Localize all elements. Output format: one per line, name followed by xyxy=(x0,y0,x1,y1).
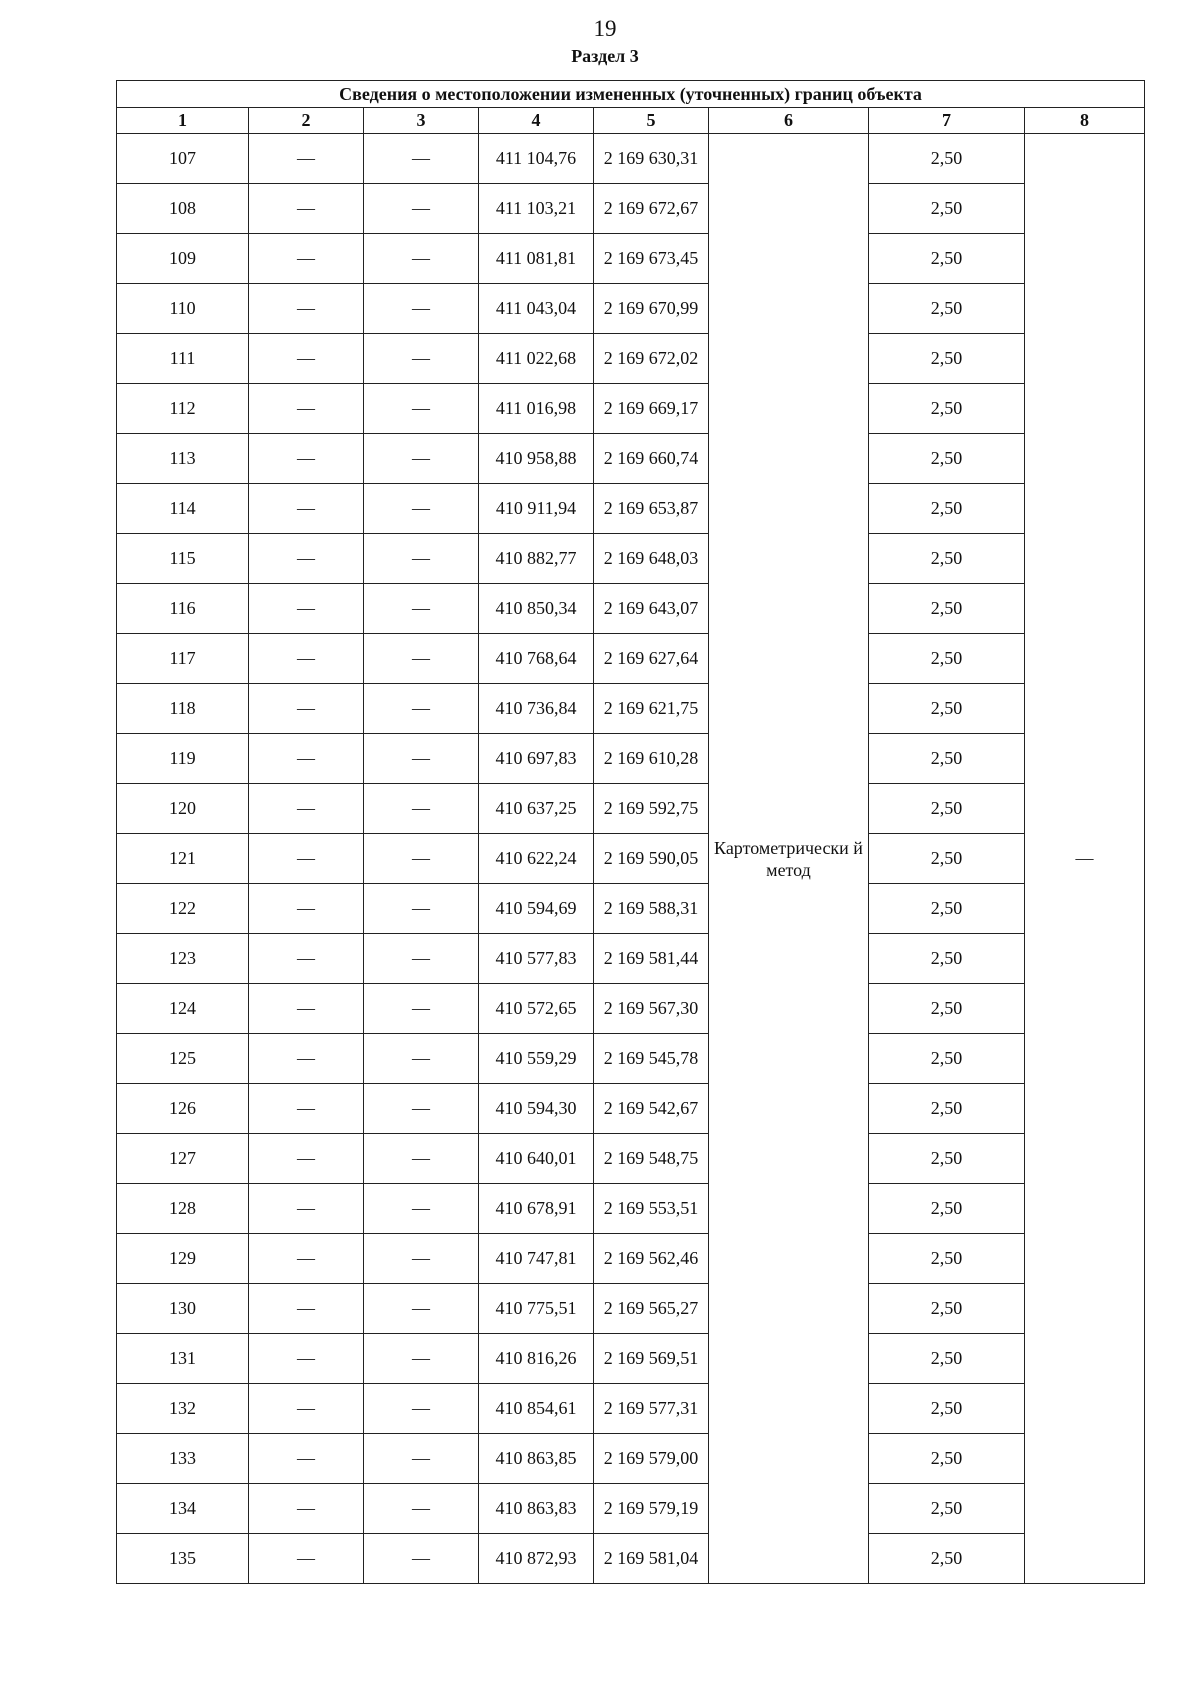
table-row xyxy=(117,284,1145,334)
x-coordinate-cell: 410 854,61 xyxy=(479,1384,594,1434)
point-number-cell: 113 xyxy=(117,434,249,484)
x-coordinate-cell: 410 594,69 xyxy=(479,884,594,934)
column-header-6: 6 xyxy=(709,108,869,134)
y-coordinate-cell: 2 169 610,28 xyxy=(594,734,709,784)
y-coordinate-cell: 2 169 627,64 xyxy=(594,634,709,684)
table-row xyxy=(117,634,1145,684)
col2-cell: — xyxy=(249,1034,364,1084)
col3-cell: — xyxy=(364,134,479,184)
table-row xyxy=(117,984,1145,1034)
col2-cell: — xyxy=(249,134,364,184)
accuracy-cell: 2,50 xyxy=(869,484,1025,534)
accuracy-cell: 2,50 xyxy=(869,184,1025,234)
table-row xyxy=(117,1534,1145,1584)
accuracy-cell: 2,50 xyxy=(869,934,1025,984)
y-coordinate-cell: 2 169 673,45 xyxy=(594,234,709,284)
x-coordinate-cell: 410 697,83 xyxy=(479,734,594,784)
col3-cell: — xyxy=(364,384,479,434)
y-coordinate-cell: 2 169 545,78 xyxy=(594,1034,709,1084)
col2-cell: — xyxy=(249,934,364,984)
accuracy-cell: 2,50 xyxy=(869,1384,1025,1434)
boundary-table xyxy=(116,80,1145,1584)
y-coordinate-cell: 2 169 553,51 xyxy=(594,1184,709,1234)
column-header-8: 8 xyxy=(1025,108,1145,134)
column-header-4: 4 xyxy=(479,108,594,134)
y-coordinate-cell: 2 169 643,07 xyxy=(594,584,709,634)
table-row xyxy=(117,884,1145,934)
y-coordinate-cell: 2 169 648,03 xyxy=(594,534,709,584)
col3-cell: — xyxy=(364,534,479,584)
y-coordinate-cell: 2 169 567,30 xyxy=(594,984,709,1034)
point-number-cell: 111 xyxy=(117,334,249,384)
x-coordinate-cell: 410 775,51 xyxy=(479,1284,594,1334)
point-number-cell: 131 xyxy=(117,1334,249,1384)
col3-cell: — xyxy=(364,1084,479,1134)
col3-cell: — xyxy=(364,1134,479,1184)
point-number-cell: 116 xyxy=(117,584,249,634)
method-cell: Картометрически й метод xyxy=(709,134,869,1584)
accuracy-cell: 2,50 xyxy=(869,134,1025,184)
point-number-cell: 128 xyxy=(117,1184,249,1234)
y-coordinate-cell: 2 169 660,74 xyxy=(594,434,709,484)
accuracy-cell: 2,50 xyxy=(869,734,1025,784)
table-row xyxy=(117,1084,1145,1134)
col3-cell: — xyxy=(364,434,479,484)
x-coordinate-cell: 410 863,85 xyxy=(479,1434,594,1484)
x-coordinate-cell: 410 768,64 xyxy=(479,634,594,684)
column-header-3: 3 xyxy=(364,108,479,134)
x-coordinate-cell: 411 043,04 xyxy=(479,284,594,334)
point-number-cell: 129 xyxy=(117,1234,249,1284)
col2-cell: — xyxy=(249,1084,364,1134)
y-coordinate-cell: 2 169 669,17 xyxy=(594,384,709,434)
y-coordinate-cell: 2 169 621,75 xyxy=(594,684,709,734)
table-row xyxy=(117,1234,1145,1284)
point-number-cell: 107 xyxy=(117,134,249,184)
col3-cell: — xyxy=(364,1434,479,1484)
col2-cell: — xyxy=(249,1384,364,1434)
accuracy-cell: 2,50 xyxy=(869,1284,1025,1334)
y-coordinate-cell: 2 169 569,51 xyxy=(594,1334,709,1384)
x-coordinate-cell: 410 882,77 xyxy=(479,534,594,584)
x-coordinate-cell: 410 911,94 xyxy=(479,484,594,534)
y-coordinate-cell: 2 169 579,19 xyxy=(594,1484,709,1534)
table-row xyxy=(117,784,1145,834)
y-coordinate-cell: 2 169 588,31 xyxy=(594,884,709,934)
x-coordinate-cell: 410 872,93 xyxy=(479,1534,594,1584)
col2-cell: — xyxy=(249,434,364,484)
col3-cell: — xyxy=(364,1284,479,1334)
col2-cell: — xyxy=(249,284,364,334)
table-row xyxy=(117,1434,1145,1484)
col3-cell: — xyxy=(364,684,479,734)
x-coordinate-cell: 410 594,30 xyxy=(479,1084,594,1134)
point-number-cell: 112 xyxy=(117,384,249,434)
y-coordinate-cell: 2 169 653,87 xyxy=(594,484,709,534)
col2-cell: — xyxy=(249,1484,364,1534)
table-row xyxy=(117,1384,1145,1434)
x-coordinate-cell: 411 104,76 xyxy=(479,134,594,184)
x-coordinate-cell: 410 736,84 xyxy=(479,684,594,734)
point-number-cell: 123 xyxy=(117,934,249,984)
x-coordinate-cell: 410 958,88 xyxy=(479,434,594,484)
accuracy-cell: 2,50 xyxy=(869,834,1025,884)
table-row xyxy=(117,234,1145,284)
x-coordinate-cell: 411 016,98 xyxy=(479,384,594,434)
table-row xyxy=(117,484,1145,534)
accuracy-cell: 2,50 xyxy=(869,634,1025,684)
column-header-5: 5 xyxy=(594,108,709,134)
point-number-cell: 115 xyxy=(117,534,249,584)
x-coordinate-cell: 410 572,65 xyxy=(479,984,594,1034)
point-number-cell: 109 xyxy=(117,234,249,284)
accuracy-cell: 2,50 xyxy=(869,1034,1025,1084)
table-row xyxy=(117,384,1145,434)
point-number-cell: 133 xyxy=(117,1434,249,1484)
y-coordinate-cell: 2 169 542,67 xyxy=(594,1084,709,1134)
col3-cell: — xyxy=(364,1334,479,1384)
col2-cell: — xyxy=(249,1534,364,1584)
table-row xyxy=(117,1284,1145,1334)
accuracy-cell: 2,50 xyxy=(869,384,1025,434)
col3-cell: — xyxy=(364,1184,479,1234)
table-row xyxy=(117,1334,1145,1384)
x-coordinate-cell: 410 559,29 xyxy=(479,1034,594,1084)
table-row xyxy=(117,1184,1145,1234)
point-number-cell: 125 xyxy=(117,1034,249,1084)
col2-cell: — xyxy=(249,784,364,834)
y-coordinate-cell: 2 169 581,04 xyxy=(594,1534,709,1584)
table-row xyxy=(117,434,1145,484)
accuracy-cell: 2,50 xyxy=(869,784,1025,834)
point-number-cell: 127 xyxy=(117,1134,249,1184)
x-coordinate-cell: 410 863,83 xyxy=(479,1484,594,1534)
y-coordinate-cell: 2 169 670,99 xyxy=(594,284,709,334)
table-row xyxy=(117,834,1145,884)
point-number-cell: 117 xyxy=(117,634,249,684)
table-row xyxy=(117,934,1145,984)
x-coordinate-cell: 410 678,91 xyxy=(479,1184,594,1234)
col2-cell: — xyxy=(249,884,364,934)
accuracy-cell: 2,50 xyxy=(869,1134,1025,1184)
point-number-cell: 132 xyxy=(117,1384,249,1434)
col3-cell: — xyxy=(364,184,479,234)
table-row xyxy=(117,134,1145,184)
y-coordinate-cell: 2 169 630,31 xyxy=(594,134,709,184)
accuracy-cell: 2,50 xyxy=(869,434,1025,484)
point-number-cell: 121 xyxy=(117,834,249,884)
table-row xyxy=(117,1484,1145,1534)
point-number-cell: 122 xyxy=(117,884,249,934)
col3-cell: — xyxy=(364,1234,479,1284)
accuracy-cell: 2,50 xyxy=(869,884,1025,934)
page-number: 19 xyxy=(593,16,617,41)
accuracy-cell: 2,50 xyxy=(869,334,1025,384)
point-number-cell: 114 xyxy=(117,484,249,534)
col3-cell: — xyxy=(364,334,479,384)
x-coordinate-cell: 410 637,25 xyxy=(479,784,594,834)
y-coordinate-cell: 2 169 548,75 xyxy=(594,1134,709,1184)
col2-cell: — xyxy=(249,184,364,234)
point-number-cell: 119 xyxy=(117,734,249,784)
col2-cell: — xyxy=(249,1334,364,1384)
accuracy-cell: 2,50 xyxy=(869,684,1025,734)
accuracy-cell: 2,50 xyxy=(869,984,1025,1034)
x-coordinate-cell: 410 747,81 xyxy=(479,1234,594,1284)
y-coordinate-cell: 2 169 672,02 xyxy=(594,334,709,384)
col2-cell: — xyxy=(249,534,364,584)
col3-cell: — xyxy=(364,784,479,834)
col2-cell: — xyxy=(249,984,364,1034)
table-row xyxy=(117,684,1145,734)
x-coordinate-cell: 410 850,34 xyxy=(479,584,594,634)
col3-cell: — xyxy=(364,284,479,334)
x-coordinate-cell: 411 022,68 xyxy=(479,334,594,384)
y-coordinate-cell: 2 169 579,00 xyxy=(594,1434,709,1484)
col2-cell: — xyxy=(249,734,364,784)
col3-cell: — xyxy=(364,584,479,634)
table-row xyxy=(117,184,1145,234)
table-row xyxy=(117,1134,1145,1184)
col2-cell: — xyxy=(249,634,364,684)
y-coordinate-cell: 2 169 562,46 xyxy=(594,1234,709,1284)
col8-cell: — xyxy=(1025,134,1145,1584)
accuracy-cell: 2,50 xyxy=(869,1334,1025,1384)
table-row xyxy=(117,1034,1145,1084)
table-row xyxy=(117,734,1145,784)
y-coordinate-cell: 2 169 565,27 xyxy=(594,1284,709,1334)
y-coordinate-cell: 2 169 577,31 xyxy=(594,1384,709,1434)
x-coordinate-cell: 410 640,01 xyxy=(479,1134,594,1184)
accuracy-cell: 2,50 xyxy=(869,1234,1025,1284)
point-number-cell: 135 xyxy=(117,1534,249,1584)
accuracy-cell: 2,50 xyxy=(869,1534,1025,1584)
column-header-7: 7 xyxy=(869,108,1025,134)
col2-cell: — xyxy=(249,684,364,734)
col3-cell: — xyxy=(364,1534,479,1584)
col2-cell: — xyxy=(249,484,364,534)
col3-cell: — xyxy=(364,734,479,784)
point-number-cell: 118 xyxy=(117,684,249,734)
table-row xyxy=(117,534,1145,584)
accuracy-cell: 2,50 xyxy=(869,1434,1025,1484)
column-header-2: 2 xyxy=(249,108,364,134)
point-number-cell: 124 xyxy=(117,984,249,1034)
col2-cell: — xyxy=(249,584,364,634)
accuracy-cell: 2,50 xyxy=(869,1484,1025,1534)
col3-cell: — xyxy=(364,234,479,284)
point-number-cell: 110 xyxy=(117,284,249,334)
x-coordinate-cell: 410 816,26 xyxy=(479,1334,594,1384)
table-row xyxy=(117,334,1145,384)
point-number-cell: 130 xyxy=(117,1284,249,1334)
col2-cell: — xyxy=(249,834,364,884)
col3-cell: — xyxy=(364,1484,479,1534)
table-caption: Сведения о местоположении измененных (уточненных) границ объекта xyxy=(117,81,1145,108)
col2-cell: — xyxy=(249,1284,364,1334)
col3-cell: — xyxy=(364,984,479,1034)
col3-cell: — xyxy=(364,934,479,984)
point-number-cell: 120 xyxy=(117,784,249,834)
point-number-cell: 126 xyxy=(117,1084,249,1134)
col2-cell: — xyxy=(249,384,364,434)
x-coordinate-cell: 410 577,83 xyxy=(479,934,594,984)
col3-cell: — xyxy=(364,834,479,884)
point-number-cell: 134 xyxy=(117,1484,249,1534)
col3-cell: — xyxy=(364,634,479,684)
col3-cell: — xyxy=(364,484,479,534)
col3-cell: — xyxy=(364,884,479,934)
x-coordinate-cell: 411 103,21 xyxy=(479,184,594,234)
col3-cell: — xyxy=(364,1384,479,1434)
col2-cell: — xyxy=(249,334,364,384)
accuracy-cell: 2,50 xyxy=(869,1084,1025,1134)
col2-cell: — xyxy=(249,1434,364,1484)
accuracy-cell: 2,50 xyxy=(869,284,1025,334)
y-coordinate-cell: 2 169 592,75 xyxy=(594,784,709,834)
accuracy-cell: 2,50 xyxy=(869,534,1025,584)
header-row xyxy=(117,108,1145,134)
y-coordinate-cell: 2 169 581,44 xyxy=(594,934,709,984)
table-row xyxy=(117,584,1145,634)
col2-cell: — xyxy=(249,234,364,284)
column-header-1: 1 xyxy=(117,108,249,134)
y-coordinate-cell: 2 169 590,05 xyxy=(594,834,709,884)
accuracy-cell: 2,50 xyxy=(869,584,1025,634)
col2-cell: — xyxy=(249,1234,364,1284)
accuracy-cell: 2,50 xyxy=(869,234,1025,284)
col2-cell: — xyxy=(249,1134,364,1184)
accuracy-cell: 2,50 xyxy=(869,1184,1025,1234)
col3-cell: — xyxy=(364,1034,479,1084)
col2-cell: — xyxy=(249,1184,364,1234)
section-title: Раздел 3 xyxy=(571,46,639,66)
x-coordinate-cell: 410 622,24 xyxy=(479,834,594,884)
point-number-cell: 108 xyxy=(117,184,249,234)
x-coordinate-cell: 411 081,81 xyxy=(479,234,594,284)
y-coordinate-cell: 2 169 672,67 xyxy=(594,184,709,234)
